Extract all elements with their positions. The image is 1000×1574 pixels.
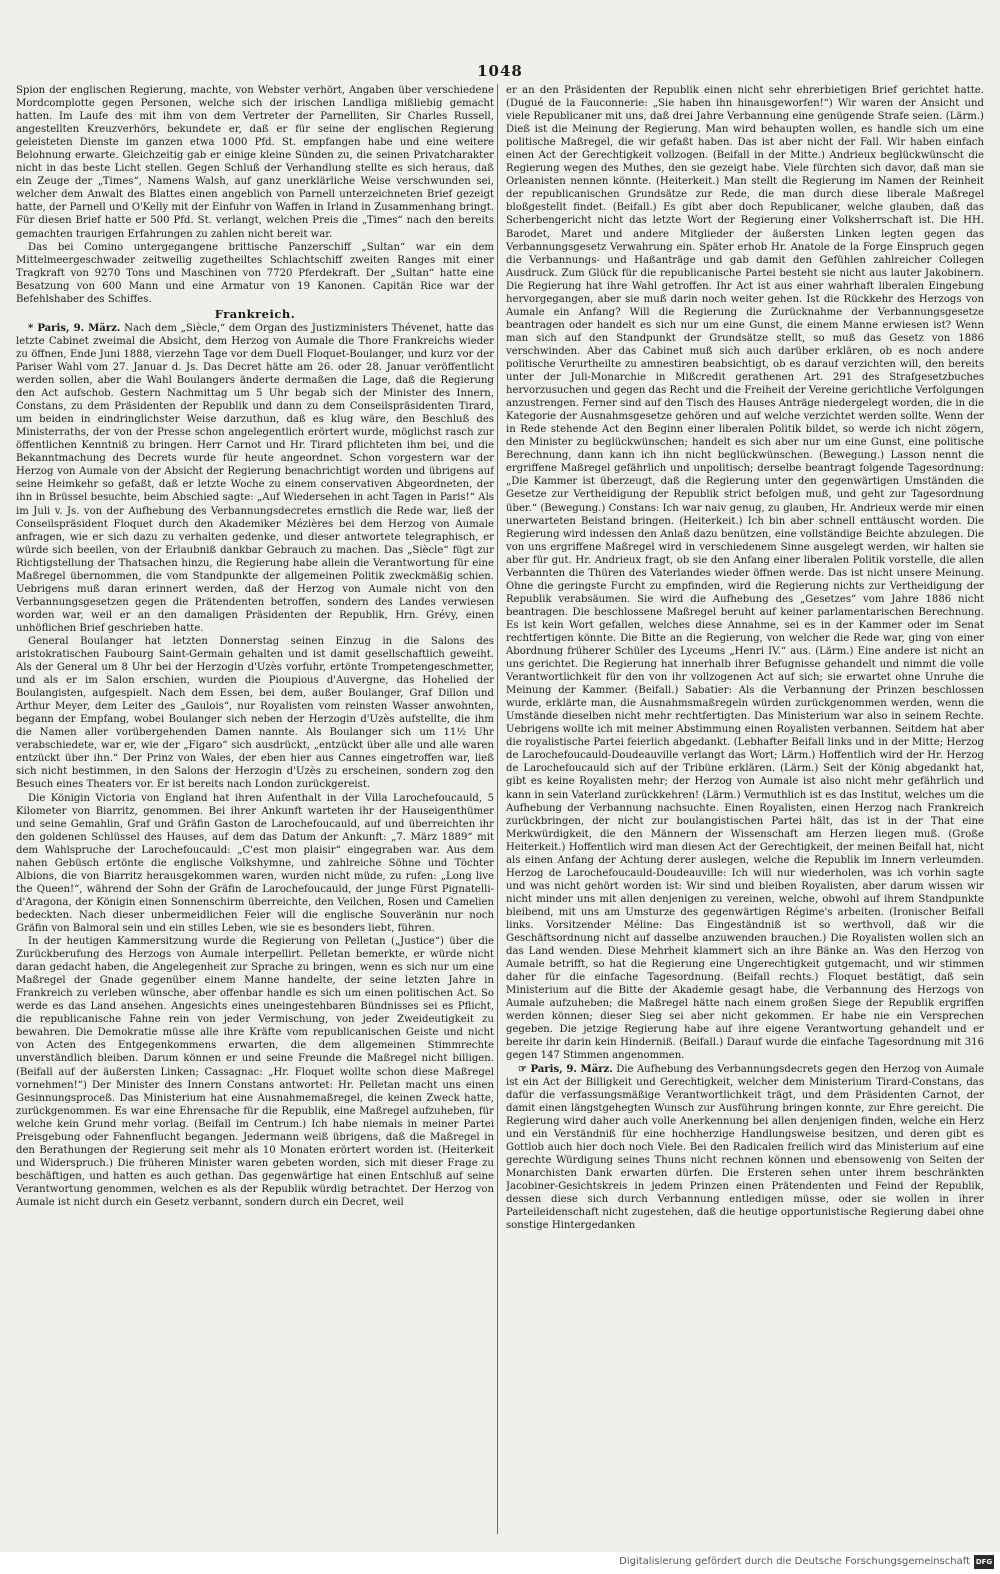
right-column (506, 84, 984, 1534)
article-paragraph (506, 1063, 984, 1233)
article-paragraph: Das bei Comino untergegangene brittische Panzerschiff „Sultan“ war ein dem Mittelmeergeschwader zeitweilig zugetheiltes Schlachtschiff zweiten Ranges mit einer Tragkraft von 9270 Tons und Maschinen von 7720 Pferdekraft. Der „Sultan“ hatte eine Besatzung von 600 Mann und eine Armatur von 19 Kanonen. Capitän Rice war der Befehlshaber des Schiffes. (16, 241, 494, 305)
paragraph-text: Die Aufhebung des Verbannungsdecrets gegen den Herzog von Aumale ist ein Act der Billigkeit und Gerechtigkeit, welcher dem Ministerium Tirard-Constans, das dafür die verfassungsmäßige Verantwortlichkeit trägt, und dem Präsidenten Carnot, der damit einen längstgehegten Wunsch zur Ausführung bringen konnte, zur Ehre gereicht. Die Regierung wird daher auch volle Anerkennung bei allen denjenigen finden, welche ein Herz und ein Verständniß für eine hochherzige Handlungsweise besitzen, und deren gibt es Gottlob auch hier doch noch Viele. Bei den Radicalen freilich wird das Ministerium auf eine gerechte Würdigung seines Thuns nicht rechnen können und ebensowenig von Seiten der Monarchisten Dank erwarten dürfen. Die Ersteren sehen unter ihrem beschränkten Jacobiner-Gesichtskreis in jedem Prinzen einen Prätendenten und Feind der Republik, dessen diese sich durch Verbannung entledigen müsse, oder sie wollen in ihrer Parteileidenschaft nicht zugestehen, daß die heutige opportunistische Regierung dabei ohne sonstige Hintergedanken (506, 1063, 984, 1232)
article-paragraph: General Boulanger hat letzten Donnerstag seinen Einzug in die Salons des aristokratischen Faubourg Saint-Germain gehalten und ist damit gesellschaftlich geweiht. Als der General um 8 Uhr bei der Herzogin d'Uzès vorfuhr, ertönte Trompetengeschmetter, und als er im Salon erschien, wurden die Pioupious d'Auvergne, das Hohelied der Boulangisten, aufgespielt. Nach dem Essen, bei dem, außer Boulanger, Graf Dillon und Arthur Meyer, dem Leiter des „Gaulois“, nur Royalisten vom reinsten Wasser anwohnten, begann der Empfang, wobei Boulanger sich neben der Herzogin d'Uzès aufstellte, die ihm die Namen aller vorübergehenden Damen nannte. Als Boulanger sich um 11½ Uhr verabschiedete, war er, wie der „Figaro“ sich ausdrückt, „entzückt über alle und alle waren entzückt über ihn.“ Der Prinz von Wales, der eben hier aus Cannes eingetroffen war, ließ sich nicht bestimmen, in den Salons der Herzogin d'Uzès zu erscheinen, sondern zog den Besuch eines Theaters vor. Er ist bereits nach London zurückgereist. (16, 635, 494, 791)
section-heading: Frankreich. (214, 306, 296, 321)
dfg-logo-icon: DFG (974, 1555, 994, 1569)
footer-credit: Digitalisierung gefördert durch die Deutsche Forschungsgemeinschaft (619, 1556, 970, 1567)
paragraph-text: Nach dem „Siècle,“ dem Organ des Justizministers Thévenet, hatte das letzte Cabinet zweimal die Absicht, dem Herzog von Aumale die Thore Frankreichs wieder zu öffnen, Ende Juni 1888, vierzehn Tage vor dem Duell Floquet-Boulanger, und kurz vor der Pariser Wahl vom 27. Januar d. Js. Das Decret hätte am 26. oder 28. Januar veröffentlicht werden sollen, aber die Wahl Boulangers änderte dermaßen die Lage, daß die Regierung den Act aufschob. Gestern Nachmittag um 5 Uhr begab sich der Minister des Innern, Constans, zu dem Präsidenten der Republik und dann zu dem Conseilspräsidenten Tirard, um beiden in eindringlichster Weise darzuthun, daß es klug wäre, den Beschluß des Ministerraths, der von der Presse schon angelegentlich erörtert wurde, möglichst rasch zur öffentlichen Kenntniß zu bringen. Herr Carnot und Hr. Tirard pflichteten ihm bei, und die Bekanntmachung des Decrets wurde für heute angeordnet. Schon vorgestern war der Herzog von Aumale von der Absicht der Regierung benachrichtigt worden und übrigens auf seine Heimkehr so gefaßt, daß er letzte Woche zu einem conservativen Abgeordneten, der ihn in Brüssel besuchte, beim Abschied sagte: „Auf Wiedersehen in acht Tagen in Paris!“ Als im Juli v. Js. von der Aufhebung des Verbannungsdecretes ernstlich die Rede war, ließ der Conseilspräsident Floquet durch den Akademiker Mézières bei dem Herzog von Aumale anfragen, wie er sich dazu zu verhalten gedenke, und dieser antwortete telegraphisch, er würde sich beeilen, von der Erlaubniß dankbar Gebrauch zu machen. Das „Siècle“ fügt zur Richtigstellung der Thatsachen hinzu, die Regierung habe allein die Verantwortung für eine Maßregel übernommen, die vom Standpunkte der allgemeinen Politik zweckmäßig schien. Uebrigens muß daran erinnert werden, daß der Herzog von Aumale nicht von den Verbannungsgesetzen gegen die Prätendenten betroffen, sondern des Landes verwiesen worden war, weil er an den damaligen Präsidenten der Republik, Hrn. Grévy, einen unhöflichen Brief geschrieben hatte. (16, 322, 494, 634)
footer-bar (0, 1552, 1000, 1574)
dateline: * Paris, 9. März. (28, 322, 121, 334)
column-divider (497, 84, 498, 1534)
dateline-icon: ☞ (518, 1063, 528, 1075)
dateline: Paris, 9. März. (530, 1063, 613, 1075)
article-paragraph: Die Königin Victoria von England hat ihren Aufenthalt in der Villa Larochefoucauld, 5 Kilometer von Biarritz, genommen. Bei ihrer Ankunft warteten ihr der Hauseigenthümer und seine Gemahlin, Graf und Gräfin Gaston de Larochefoucauld, auf und überreichten ihr den goldenen Schlüssel des Hauses, auf dem das Datum der Ankunft: „7. März 1889“ mit dem Wahlspruche der Larochefoucauld: „C'est mon plaisir“ eingegraben war. Aus dem nahen Gebüsch ertönte die englische Volkshymne, und zahlreiche Söhne und Töchter Albions, die von Biarritz herausgekommen waren, wurden nicht müde, zu rufen: „Long live the Queen!“, während der Sohn der Gräfin de Larochefoucauld, der junge Fürst Pignatelli-d'Aragona, der Königin einen Sonnenschirm überreichte, den Veilchen, Rosen und Camelien bedeckten. Nach dieser unbermeidlichen Feier will die englische Souveränin nur noch Gräfin von Balmoral sein und ein stilles Leben, wie sie es besonders liebt, führen. (16, 792, 494, 934)
page-number: 1048 (477, 62, 523, 80)
article-paragraph: er an den Präsidenten der Republik einen nicht sehr ehrerbietigen Brief gerichtet hatte. (Dugué de la Fauconnerie: „Sie haben ihn hinausgeworfen!“) Wir waren der Ansicht und viele Republicaner mit uns, daß drei Jahre Verbannung eine genügende Strafe seien. (Lärm.) Dieß ist die Meinung der Regierung. Man wird behaupten wollen, es handle sich um eine politische Maßregel, die wir gefaßt haben. Das ist aber nicht der Fall. Wir haben einfach einen Act der Gerechtigkeit vollzogen. (Beifall in der Mitte.) Andrieux beglückwünscht die Regierung wegen des Muthes, den sie gezeigt habe. Viele fürchten sich davor, daß man sie Orleanisten nennen könnte. (Heiterkeit.) Man stellt die Regierung im Namen der Reinheit der republicanischen Grundsätze zur Rede, die man durch diese liberale Maßregel bloßgestellt findet. (Beifall.) Es gibt aber doch Republicaner, welche glauben, daß das Scherbengericht nicht das letzte Wort der Regierung einer Volksherrschaft ist. Die HH. Barodet, Maret und andere Mitglieder der äußersten Linken legten gegen das Verbannungsgesetz Verwahrung ein. Später erhob Hr. Anatole de la Forge Einspruch gegen die Verbannungs- und Haßanträge und gab damit den Gefühlen zahlreicher Collegen Ausdruck. Zum Glück für die republicanische Partei besteht sie nicht aus lauter Jakobinern. Die Regierung hat ihre Wahl getroffen. Ihr Act ist aus einer wahrhaft liberalen Eingebung hervorgegangen, aber sie muß darin noch weiter gehen. Ist die Rückkehr des Herzogs von Aumale ein Anfang? Will die Regierung die Zurücknahme der Verbannungsgesetze beantragen oder handelt es sich nur um eine Gunst, die einem Manne erwiesen ist? Wenn man sich auf den Standpunkt der Grundsätze stellt, so muß das Gesetz von 1886 verschwinden. Aber das Cabinet muß sich auch darüber erklären, ob es noch andere politische Verurtheilte zu amnestiren beabsichtigt, ob es darauf verzichten will, den bereits unter der Juli-Monarchie in Mißcredit gerathenen Art. 291 des Strafgesetzbuches hervorzusuchen und gegen das Recht und die Freiheit der Vereine gerichtliche Verfolgungen anzustrengen. Ferner sind auf den Tisch des Hauses Anträge niedergelegt worden, die in die Kategorie der Ausnahmsgesetze gehören und auf welche verzichtet werden sollte. Wenn der in Rede stehende Act den Beginn einer liberalen Politik bildet, so werde ich nicht zögern, den Minister zu beglückwünschen; handelt es sich aber nur um eine Gunst, eine politische Berechnung, dann kann ich ihn nicht beglückwünschen. (Bewegung.) Lasson nennt die ergriffene Maßregel gefährlich und unpolitisch; derselbe beantragt folgende Tagesordnung: „Die Kammer ist überzeugt, daß die Regierung unter den gegenwärtigen Umständen die Gesetze zur Vertheidigung der Republik strict befolgen muß, und geht zur Tagesordnung über.“ (Bewegung.) Constans: Ich war naiv genug, zu glauben, Hr. Andrieux werde mir einen unerwarteten Beistand bringen. (Heiterkeit.) Ich bin aber schnell enttäuscht worden. Die Regierung wird indessen den Anlaß dazu benützen, eine vollständige Beichte abzulegen. Die von uns ergriffene Maßregel wird in verschiedenem Sinne ausgelegt werden, wir halten sie aber für gut. Hr. Andrieux fragt, ob sie den Anfang einer liberalen Politik vorstelle, die allen Verbannten die Thüren des Vaterlandes wieder öffnen werde. Das ist nicht unsere Meinung. Ohne die geringste Furcht zu empfinden, wird die Regierung nichts zur Vertheidigung der Republik verabsäumen. Sie wird die Aufhebung des „Gesetzes“ vom Jahre 1886 nicht beantragen. Die beschlossene Maßregel beruht auf keiner parlamentarischen Berechnung. Es ist kein Wort gefallen, welches diese Annahme, sei es in der Kammer oder im Senat rechtfertigen könnte. Die Bitte an die Regierung, von welcher die Rede war, ging von einer Abordnung früherer Schüler des Lyceums „Henri IV.“ aus. (Lärm.) Eine andere ist nicht an uns gerichtet. Die Regierung hat innerhalb ihrer Befugnisse gehandelt und nimmt die volle Verantwortlichkeit für den von ihr vollzogenen Act auf sich; sie erwartet ohne Unruhe die Meinung der Kammer. (Beifall.) Sabatier: Als die Verbannung der Prinzen beschlossen wurde, erklärte man, die Ausnahmsmaßregeln würden zurückgenommen werden, wenn die Umstände dieselben nicht mehr rechtfertigten. Das Ministerium war also in seinem Rechte. Uebrigens wollte ich mit meiner Abstimmung einen Royalisten verbannen. Seitdem hat aber die royalistische Partei feierlich abgedankt. (Lebhafter Beifall links und in der Mitte; Herzog de Larochefoucauld-Doudeauville verlangt das Wort; Lärm.) Hoffentlich wird der Hr. Herzog de Larochefoucauld sich auf der Tribüne erklären. (Lärm.) Seit der König abgedankt hat, gibt es keine Royalisten mehr; der Herzog von Aumale ist also nicht mehr gefährlich und kann in sein Vaterland zurückkehren! (Lärm.) Vermuthlich ist es das Institut, welches um die Aufhebung der Verbannung nachsuchte. Einen Royalisten, einen Herzog nach Frankreich zurückbringen, der nicht zur boulangistischen Partei hält, das ist in der That eine Merkwürdigkeit, die den Männern der Wissenschaft am Herzen liegen muß. (Große Heiterkeit.) Hoffentlich wird man diesen Act der Gerechtigkeit, der meinen Beifall hat, nicht als einen Anfang der Achtung derer auslegen, welche die Republik im Innern verleumden. Herzog de Larochefoucauld-Doudeauville: Ich will nur wiederholen, was ich vorhin sagte und was nicht gehört worden ist: Wir sind und bleiben Royalisten, aber darum wissen wir nicht minder uns mit allen denjenigen zu vereinen, welche, obwohl auf ihrem Standpunkte bleibend, mit uns am Umsturze des gegenwärtigen Régime's arbeiten. (Ironischer Beifall links. Vorsitzender Méline: Das Eingeständniß ist so werthvoll, daß wir die Geschäftsordnung nicht auf dasselbe anzuwenden brauchen.) Die Royalisten wollen sich an das Land wenden. Diese Mehrheit klammert sich an ihre Bänke an. Was den Herzog von Aumale betrifft, so hat die Regierung eine Ungerechtigkeit gutgemacht, und wir stimmen daher für die einfache Tagesordnung. (Beifall rechts.) Floquet bestätigt, daß sein Ministerium auf die Bitte der Akademie gesagt habe, die Verbannung des Herzogs von Aumale aufzuheben; die Maßregel hätte nach einem großen Siege der Republik ergriffen werden können; dieser Sieg sei aber nicht gekommen. Er habe nie ein Versprechen gegeben. Die jetzige Regierung habe auf ihre eigene Verantwortung gehandelt und er bereite ihr darin kein Hinderniß. (Beifall.) Darauf wurde die einfache Tagesordnung mit 316 gegen 147 Stimmen angenommen. (506, 85, 984, 1062)
article-paragraph (16, 322, 494, 635)
article-paragraph: Spion der englischen Regierung, machte, von Webster verhört, Angaben über verschiedene Mordcomplotte gegen Personen, welche sich der irischen Landliga mißliebig gemacht hatten. Im Laufe des mit ihm von dem Vertreter der Parnelliten, Sir Charles Russell, angestellten Kreuzverhörs, bekundete er, daß er für seine der englischen Regierung geleisteten Dienste im ganzen etwa 1000 Pfd. St. empfangen habe und eine weitere Belohnung erwarte. Gleichzeitig gab er einige kleine Sünden zu, die seinen Privatcharakter nicht in das beste Licht stellen. Gegen Schluß der Verhandlung stellte es sich heraus, daß ein Zeuge der „Times“, Namens Walsh, auf ganz unerklärliche Weise verschwunden sei, welcher dem Anwalt des Blattes einen angeblich von Parnell unterzeichneten Brief gezeigt hatte, der Parnell und O'Kelly mit der Einfuhr von Waffen in Irland in Zusammenhang bringt. Für diesen Brief hatte er 500 Pfd. St. verlangt, welchen Preis die „Times“ nach den bereits gemachten traurigen Erfahrungen zu zahlen nicht bereit war. (16, 85, 494, 240)
left-column (16, 84, 494, 1534)
article-paragraph: In der heutigen Kammersitzung wurde die Regierung von Pelletan („Justice“) über die Zurückberufung des Herzogs von Aumale interpellirt. Pelletan bemerkte, er würde nicht daran gedacht haben, die Angelegenheit zur Sprache zu bringen, wenn es sich nur um eine Maßregel der Gnade gegenüber einem Manne handelte, der seine letzten Jahre in Frankreich zu verleben wünsche, aber offenbar handle es sich um einen politischen Act. So werde es das Land ansehen. Angesichts eines uneingestehbaren Bündnisses sei es Pflicht, die republicanische Fahne rein von jeder Vermischung, von jeder Zweideutigkeit zu bewahren. Die Demokratie müsse alle ihre Kräfte vom republicanischen Geiste und nicht von Acten des Entgegenkommens erwarten, die dem allgemeinen Stimmrechte unverständlich bleiben. Darum können er und seine Freunde die Maßregel nicht billigen. (Beifall auf der äußersten Linken; Cassagnac: „Hr. Floquet wollte schon diese Maßregel vornehmen!“) Der Minister des Innern Constans antwortet: Hr. Pelletan macht uns einen Gesinnungsproceß. Das Ministerium hat eine Ausnahmemaßregel, die keinen Zweck hatte, zurückgenommen. Es war eine Ehrensache für die Republik, eine Maßregel aufzuheben, für welche kein Grund mehr vorlag. (Beifall im Centrum.) Ich habe niemals in meiner Partei Preisgebung oder Fahnenflucht begangen. Jedermann weiß übrigens, daß die Maßregel in den Berathungen der Regierung seit mehr als 10 Monaten erörtert worden ist. (Heiterkeit und Widerspruch.) Die früheren Minister waren gebeten worden, sich mit dieser Frage zu beschäftigen, und hatten es auch gethan. Das gegenwärtige hat einen Entschluß auf seine Verantwortung genommen, welchen es als der Republik würdig betrachtet. Der Herzog von Aumale ist nicht durch ein Gesetz verbannt, sondern durch ein Decret, weil (16, 936, 494, 1208)
